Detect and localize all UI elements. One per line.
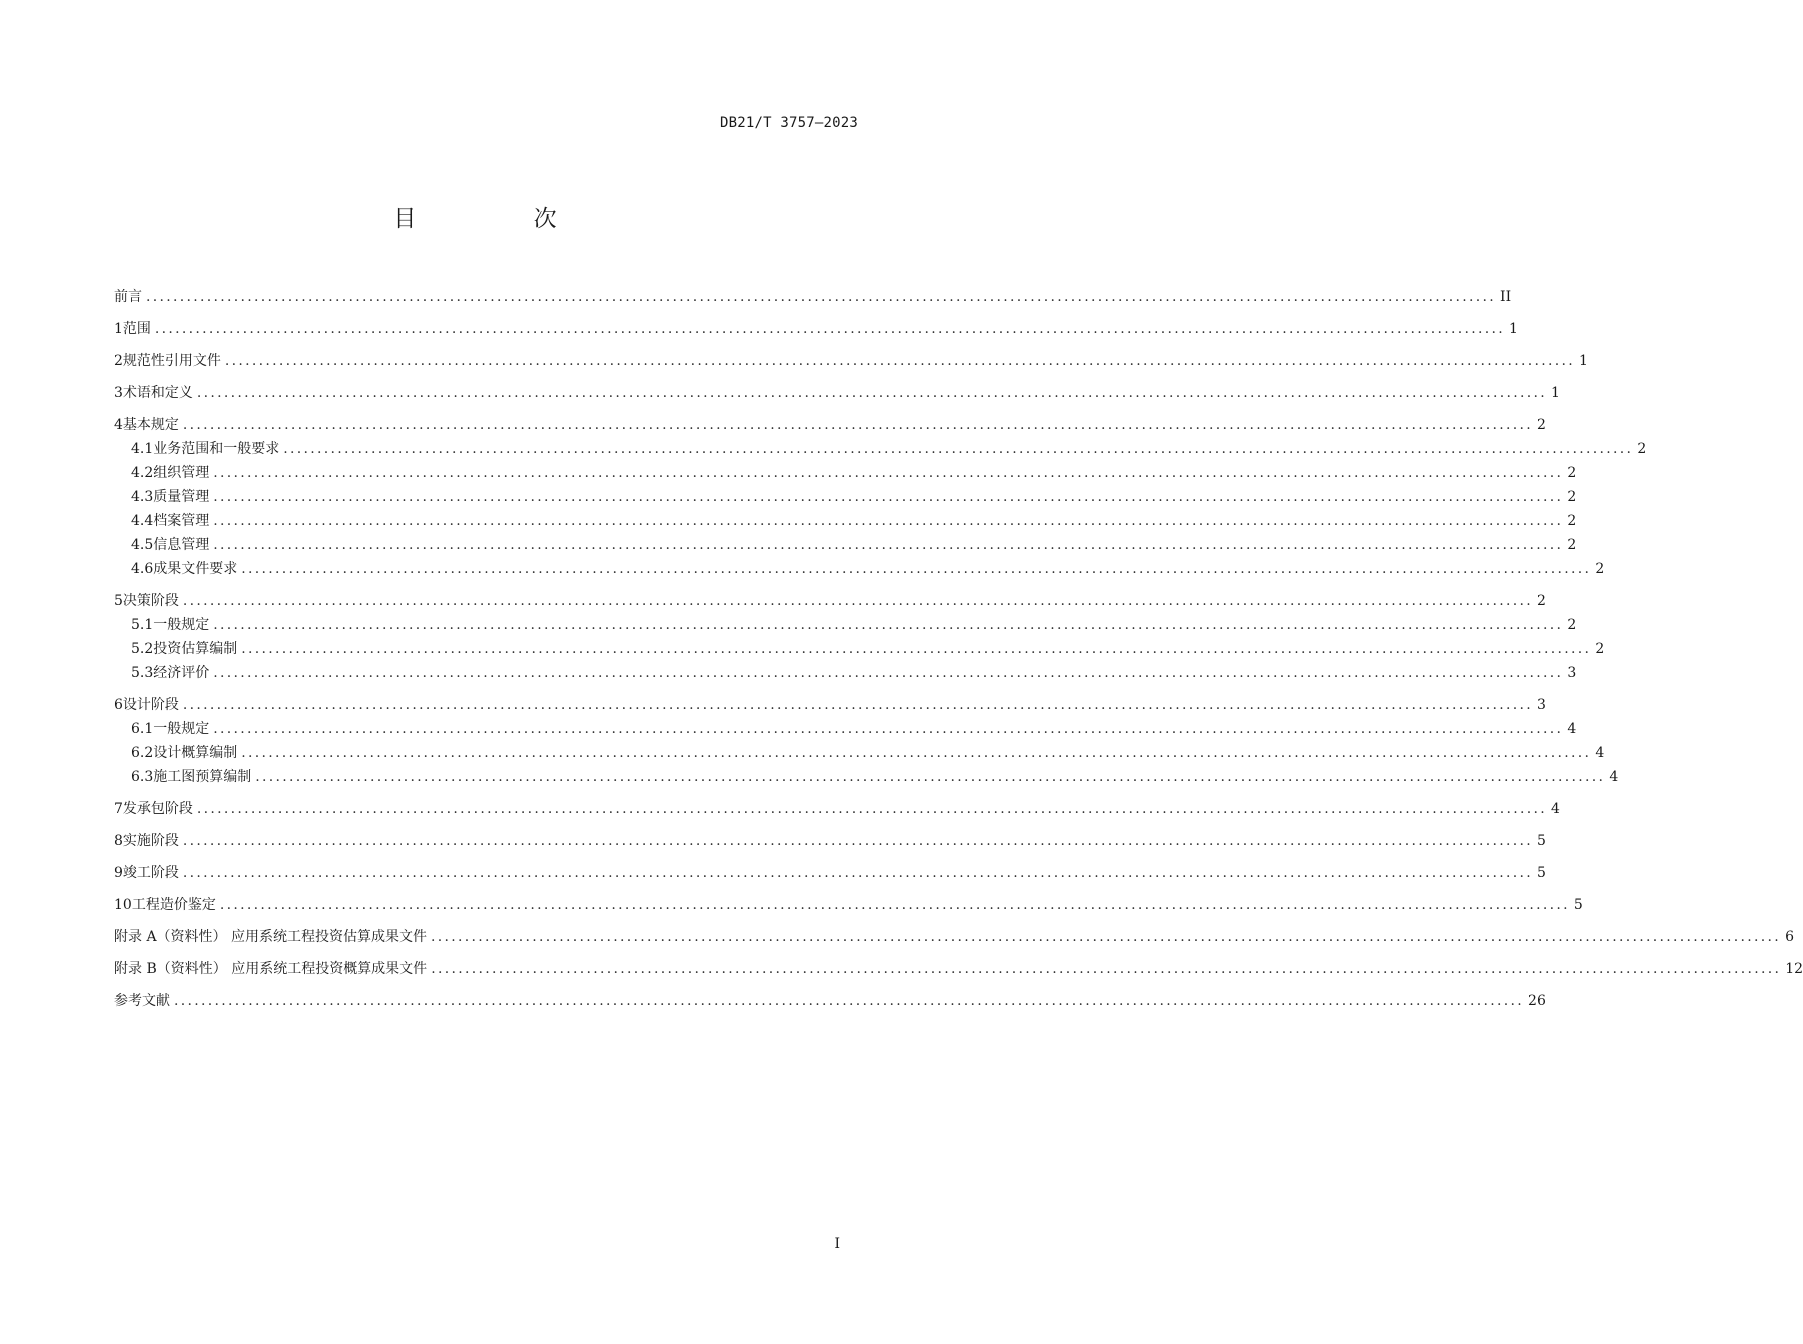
dot-leader: ........................................................................................................................................................................................................ bbox=[431, 961, 1782, 977]
toc-entry-label: 附录 B（资料性） 应用系统工程投资概算成果文件 bbox=[114, 961, 428, 977]
toc-entry-page: 4 bbox=[1609, 769, 1619, 785]
document-number: DB21/T 3757—2023 bbox=[719, 115, 858, 131]
toc-entry[interactable] bbox=[114, 350, 1588, 374]
toc-entry[interactable] bbox=[114, 894, 1583, 918]
toc-entry[interactable] bbox=[114, 798, 1560, 822]
toc-entry-number: 7 bbox=[114, 801, 123, 817]
dot-leader: ........................................................................................................................................................................................................ bbox=[241, 641, 1592, 657]
dot-leader: ........................................................................................................................................................................................................ bbox=[182, 417, 1533, 433]
toc-entry-label: 实施阶段 bbox=[122, 833, 179, 849]
toc-entry[interactable] bbox=[114, 990, 1546, 1014]
toc-entry[interactable] bbox=[114, 510, 1577, 534]
toc-entry-number: 3 bbox=[114, 385, 123, 401]
toc-entry-page: 2 bbox=[1595, 641, 1605, 657]
toc-entry-number: 4 bbox=[114, 417, 123, 433]
toc-entry[interactable] bbox=[114, 286, 1512, 310]
toc-entry-number: 5 bbox=[114, 593, 123, 609]
toc-entry-number: 6.2 bbox=[131, 745, 154, 761]
toc-entry-label: 质量管理 bbox=[153, 489, 210, 505]
toc-entry-label: 设计概算编制 bbox=[153, 745, 238, 761]
toc-entry-label: 基本规定 bbox=[122, 417, 179, 433]
dot-leader: ........................................................................................................................................................................................................ bbox=[182, 593, 1533, 609]
toc-entry-number: 1 bbox=[114, 321, 123, 337]
toc-entry[interactable] bbox=[114, 614, 1577, 638]
toc-entry[interactable] bbox=[114, 462, 1577, 486]
toc-entry-label: 经济评价 bbox=[153, 665, 210, 681]
toc-entry-number: 6.3 bbox=[131, 769, 154, 785]
toc-entry-page: 1 bbox=[1578, 353, 1588, 369]
toc-entry-page: II bbox=[1500, 289, 1512, 305]
toc-entry-page: 3 bbox=[1536, 697, 1546, 713]
toc-entry-label: 组织管理 bbox=[153, 465, 210, 481]
toc-entry[interactable] bbox=[114, 638, 1605, 662]
toc-entry-label: 业务范围和一般要求 bbox=[153, 441, 280, 457]
toc-entry-number: 9 bbox=[114, 865, 123, 881]
toc-entry[interactable] bbox=[114, 694, 1546, 718]
toc-entry-label: 成果文件要求 bbox=[153, 561, 238, 577]
toc-entry-label: 一般规定 bbox=[153, 721, 210, 737]
toc-entry[interactable] bbox=[114, 382, 1560, 406]
toc-entry[interactable] bbox=[114, 718, 1577, 742]
toc-entry[interactable] bbox=[114, 862, 1546, 886]
toc-entry-label: 设计阶段 bbox=[122, 697, 179, 713]
dot-leader: ........................................................................................................................................................................................................ bbox=[182, 865, 1533, 881]
toc-entry-number: 4.1 bbox=[131, 441, 154, 457]
toc-entry-number: 4.2 bbox=[131, 465, 154, 481]
toc-entry-page: 2 bbox=[1536, 593, 1546, 609]
toc-entry-page: 4 bbox=[1567, 721, 1577, 737]
toc-entry-page: 4 bbox=[1550, 801, 1560, 817]
toc-entry-page: 2 bbox=[1567, 617, 1577, 633]
toc-entry-label: 附录 A（资料性） 应用系统工程投资估算成果文件 bbox=[114, 929, 428, 945]
dot-leader: ........................................................................................................................................................................................................ bbox=[213, 465, 1564, 481]
toc-entry-page: 4 bbox=[1595, 745, 1605, 761]
toc-entry-number: 6 bbox=[114, 697, 123, 713]
page-title: 目 次 bbox=[393, 206, 612, 232]
dot-leader: ........................................................................................................................................................................................................ bbox=[213, 537, 1564, 553]
dot-leader: ........................................................................................................................................................................................................ bbox=[241, 561, 1592, 577]
toc-entry-page: 2 bbox=[1637, 441, 1647, 457]
dot-leader: ........................................................................................................................................................................................................ bbox=[213, 721, 1564, 737]
toc-entry-page: 3 bbox=[1567, 665, 1577, 681]
toc-entry-page: 5 bbox=[1536, 833, 1546, 849]
toc-entry-number: 8 bbox=[114, 833, 123, 849]
toc-entry-page: 5 bbox=[1573, 897, 1583, 913]
toc-entry-number: 4.6 bbox=[131, 561, 154, 577]
toc-entry-number: 5.2 bbox=[131, 641, 154, 657]
toc-entry-label: 发承包阶段 bbox=[122, 801, 193, 817]
toc-entry-number: 4.5 bbox=[131, 537, 154, 553]
toc-entry-page: 1 bbox=[1550, 385, 1560, 401]
dot-leader: ........................................................................................................................................................................................................ bbox=[431, 929, 1782, 945]
page-number: I bbox=[834, 1236, 840, 1252]
dot-leader: ........................................................................................................................................................................................................ bbox=[154, 321, 1505, 337]
toc-entry-label: 档案管理 bbox=[153, 513, 210, 529]
toc-entry-number: 2 bbox=[114, 353, 123, 369]
toc-entry-number: 10 bbox=[114, 897, 132, 913]
toc-entry-page: 26 bbox=[1528, 993, 1546, 1009]
dot-leader: ........................................................................................................................................................................................................ bbox=[241, 745, 1592, 761]
toc-entry[interactable] bbox=[114, 926, 1794, 950]
toc-entry-number: 4.4 bbox=[131, 513, 154, 529]
dot-leader: ........................................................................................................................................................................................................ bbox=[213, 513, 1564, 529]
toc-entry[interactable] bbox=[114, 534, 1577, 558]
toc-entry-label: 施工图预算编制 bbox=[153, 769, 252, 785]
dot-leader: ........................................................................................................................................................................................................ bbox=[182, 697, 1533, 713]
toc-entry[interactable] bbox=[114, 558, 1605, 582]
dot-leader: ........................................................................................................................................................................................................ bbox=[283, 441, 1634, 457]
toc-entry[interactable] bbox=[114, 438, 1647, 462]
dot-leader: ........................................................................................................................................................................................................ bbox=[213, 665, 1564, 681]
toc-entry[interactable] bbox=[114, 766, 1619, 790]
toc-entry-page: 5 bbox=[1536, 865, 1546, 881]
toc-entry[interactable] bbox=[114, 958, 1803, 982]
toc-entry-label: 竣工阶段 bbox=[122, 865, 179, 881]
dot-leader: ........................................................................................................................................................................................................ bbox=[174, 993, 1525, 1009]
dot-leader: ........................................................................................................................................................................................................ bbox=[213, 489, 1564, 505]
toc-entry-page: 2 bbox=[1567, 537, 1577, 553]
toc-entry[interactable] bbox=[114, 662, 1577, 686]
toc-entry-number: 4.3 bbox=[131, 489, 154, 505]
dot-leader: ........................................................................................................................................................................................................ bbox=[196, 385, 1547, 401]
toc-entry[interactable] bbox=[114, 742, 1605, 766]
dot-leader: ........................................................................................................................................................................................................ bbox=[219, 897, 1570, 913]
toc-entry-number: 6.1 bbox=[131, 721, 154, 737]
toc-entry-page: 2 bbox=[1595, 561, 1605, 577]
toc-entry-label: 规范性引用文件 bbox=[122, 353, 221, 369]
dot-leader: ........................................................................................................................................................................................................ bbox=[255, 769, 1606, 785]
dot-leader: ........................................................................................................................................................................................................ bbox=[196, 801, 1547, 817]
toc-entry-label: 投资估算编制 bbox=[153, 641, 238, 657]
toc-entry-label: 一般规定 bbox=[153, 617, 210, 633]
table-of-contents bbox=[114, 286, 1803, 1014]
toc-entry-label: 术语和定义 bbox=[122, 385, 193, 401]
toc-entry-label: 信息管理 bbox=[153, 537, 210, 553]
toc-entry[interactable] bbox=[114, 486, 1577, 510]
toc-entry[interactable] bbox=[114, 318, 1518, 342]
toc-entry[interactable] bbox=[114, 590, 1546, 614]
toc-entry-page: 12 bbox=[1785, 961, 1803, 977]
toc-entry-number: 5.1 bbox=[131, 617, 154, 633]
toc-entry[interactable] bbox=[114, 414, 1546, 438]
toc-entry-number: 5.3 bbox=[131, 665, 154, 681]
toc-entry-page: 1 bbox=[1508, 321, 1518, 337]
toc-entry-label: 决策阶段 bbox=[122, 593, 179, 609]
toc-entry-label: 范围 bbox=[122, 321, 151, 337]
dot-leader: ........................................................................................................................................................................................................ bbox=[213, 617, 1564, 633]
toc-entry-page: 2 bbox=[1536, 417, 1546, 433]
toc-entry-page: 2 bbox=[1567, 513, 1577, 529]
dot-leader: ........................................................................................................................................................................................................ bbox=[146, 289, 1497, 305]
toc-entry-page: 2 bbox=[1567, 489, 1577, 505]
toc-entry-page: 6 bbox=[1785, 929, 1794, 945]
dot-leader: ........................................................................................................................................................................................................ bbox=[182, 833, 1533, 849]
dot-leader: ........................................................................................................................................................................................................ bbox=[224, 353, 1575, 369]
toc-entry[interactable] bbox=[114, 830, 1546, 854]
toc-entry-label: 参考文献 bbox=[114, 993, 170, 1009]
toc-entry-label: 工程造价鉴定 bbox=[131, 897, 216, 913]
toc-entry-page: 2 bbox=[1567, 465, 1577, 481]
toc-entry-label: 前言 bbox=[114, 289, 142, 305]
